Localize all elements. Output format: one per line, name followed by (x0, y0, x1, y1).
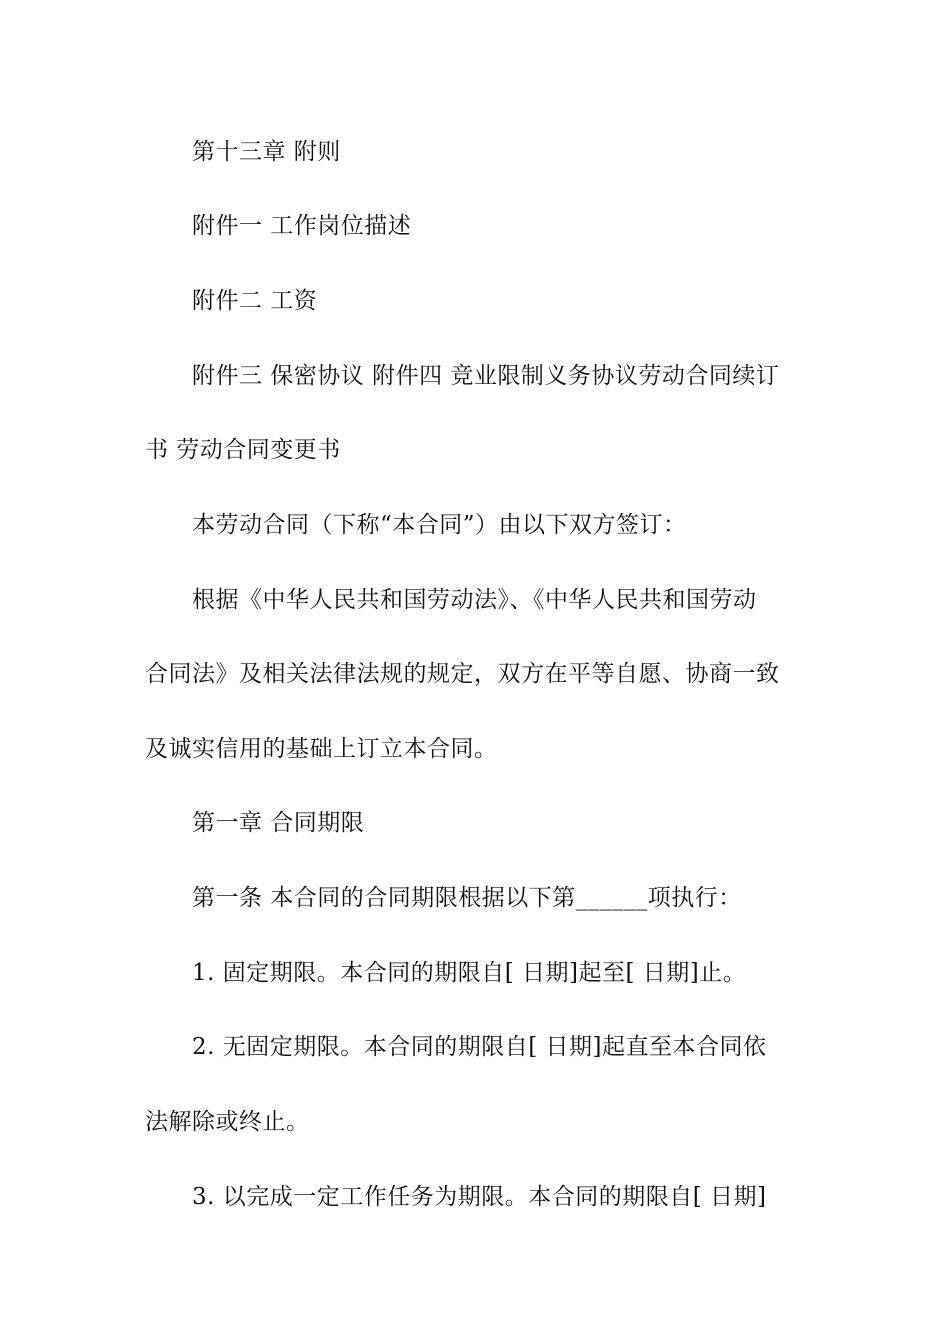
chapter-13-heading: 第十三章 附则 (192, 139, 341, 165)
article-1-line: 第一条 本合同的合同期限根据以下第______项执行： (192, 885, 742, 911)
annex-3-4-line: 附件三 保密协议 附件四 竞业限制义务协议劳动合同续订 (192, 363, 780, 389)
legal-basis-line-3: 及诚实信用的基础上订立本合同。 (145, 736, 498, 762)
term-option-2-line-1: 2. 无固定期限。本合同的期限自[ 日期]起直至本合同依 (192, 1034, 767, 1060)
term-option-2-line-2: 法解除或终止。 (145, 1109, 310, 1135)
contract-intro-line: 本劳动合同（下称“本合同”）由以下双方签订： (192, 512, 687, 538)
annex-continuation-line: 书 劳动合同变更书 (145, 437, 341, 463)
legal-basis-line-1: 根据《中华人民共和国劳动法》、《中华人民共和国劳动 (192, 587, 757, 613)
annex-2-line: 附件二 工资 (192, 288, 318, 314)
annex-1-line: 附件一 工作岗位描述 (192, 213, 412, 239)
chapter-1-heading: 第一章 合同期限 (192, 810, 365, 836)
legal-basis-line-2: 合同法》及相关法律法规的规定，双方在平等自愿、协商一致 (145, 661, 780, 687)
term-option-1-line: 1. 固定期限。本合同的期限自[ 日期]起至[ 日期]止。 (192, 960, 747, 986)
term-option-3-line: 3. 以完成一定工作任务为期限。本合同的期限自[ 日期] (192, 1184, 767, 1210)
